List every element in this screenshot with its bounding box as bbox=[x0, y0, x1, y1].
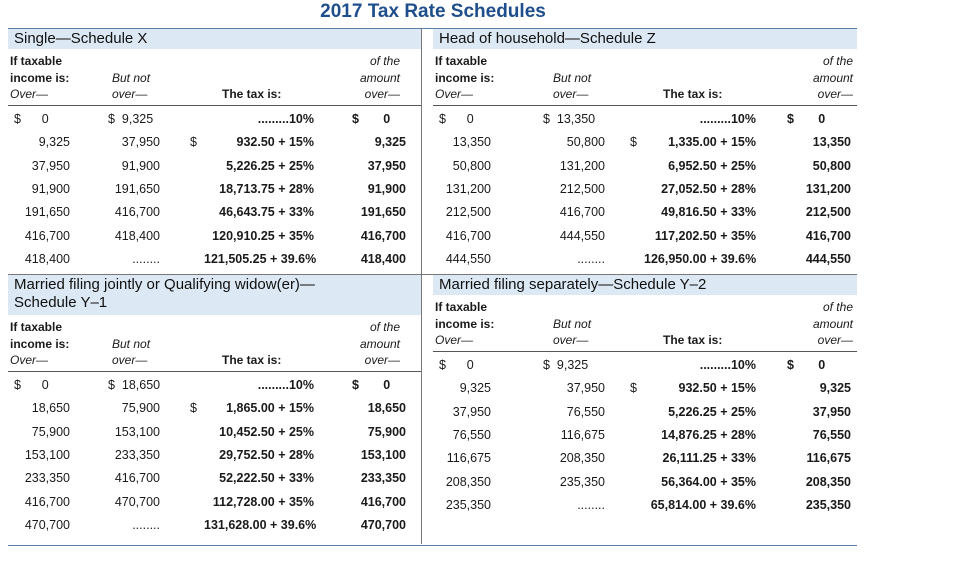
table-cell: 416,700 bbox=[114, 471, 160, 486]
table-cell: 932.50 + 15% bbox=[678, 381, 756, 396]
table-cell: 76,550 bbox=[566, 404, 605, 419]
table-row bbox=[8, 471, 421, 494]
table-cell: 235,350 bbox=[805, 497, 851, 512]
table-cell: 416,700 bbox=[805, 228, 851, 243]
table-row bbox=[433, 112, 857, 135]
header-rule bbox=[8, 371, 421, 372]
col-header-taxable: If taxable bbox=[435, 54, 488, 68]
table-cell: 131,200 bbox=[805, 181, 851, 196]
table-cell: 121,505.25 + 39.6% bbox=[204, 251, 317, 266]
table-row bbox=[8, 182, 421, 205]
schedule-block bbox=[8, 275, 421, 533]
table-row bbox=[433, 229, 857, 252]
table-row bbox=[8, 448, 421, 471]
table-cell: 6,952.50 + 25% bbox=[668, 158, 756, 173]
table-cell: 932.50 + 15% bbox=[236, 135, 314, 150]
table-cell: 37,950 bbox=[566, 381, 605, 396]
table-row bbox=[8, 252, 421, 275]
table-cell: 191,650 bbox=[360, 205, 406, 220]
table-cell: 5,226.25 + 25% bbox=[668, 404, 756, 419]
table-row bbox=[8, 401, 421, 424]
table-cell: 29,752.50 + 28% bbox=[219, 447, 314, 462]
col-header-tax-is: The tax is: bbox=[222, 353, 282, 367]
table-cell: 1,865.00 + 15% bbox=[226, 401, 314, 416]
table-row bbox=[433, 451, 857, 474]
table-cell: 5,226.25 + 25% bbox=[226, 158, 314, 173]
table-cell: 37,950 bbox=[121, 135, 160, 150]
table-cell: $ 0 bbox=[787, 358, 826, 372]
col-header-income: income is: bbox=[10, 71, 70, 85]
table-cell: 235,350 bbox=[559, 474, 605, 489]
table-cell: 208,350 bbox=[445, 474, 491, 489]
col-header-over: Over— bbox=[435, 87, 474, 101]
table-cell: 50,800 bbox=[452, 158, 491, 173]
table-cell: ........ bbox=[577, 251, 605, 266]
schedule-block bbox=[433, 29, 857, 287]
table-cell: 416,700 bbox=[559, 205, 605, 220]
col-header-of-the: of the bbox=[369, 320, 400, 334]
table-cell: ........ bbox=[577, 497, 605, 512]
table-row bbox=[8, 205, 421, 228]
table-cell: 27,052.50 + 28% bbox=[661, 181, 756, 196]
header-rule bbox=[433, 105, 857, 106]
table-cell: .........10% bbox=[699, 112, 756, 126]
col-header-tax-is: The tax is: bbox=[222, 87, 282, 101]
col-header-income: income is: bbox=[435, 71, 495, 85]
header-rule bbox=[8, 105, 421, 106]
table-cell: 37,950 bbox=[812, 404, 851, 419]
table-cell: 208,350 bbox=[559, 451, 605, 466]
table-cell: ........ bbox=[132, 251, 160, 266]
table-cell: 75,900 bbox=[121, 401, 160, 416]
table-cell: $ 0 bbox=[787, 112, 826, 126]
table-row bbox=[433, 252, 857, 275]
table-cell: 131,200 bbox=[559, 158, 605, 173]
col-header-over: Over— bbox=[435, 333, 474, 347]
table-cell: 212,500 bbox=[805, 205, 851, 220]
table-cell: 116,675 bbox=[806, 451, 851, 466]
table-cell: 120,910.25 + 35% bbox=[212, 228, 314, 243]
col-header-taxable: If taxable bbox=[435, 300, 488, 314]
schedule-title bbox=[433, 29, 857, 49]
table-cell: 191,650 bbox=[114, 181, 160, 196]
table-cell: $ 0 bbox=[352, 378, 391, 392]
table-row bbox=[433, 182, 857, 205]
table-cell: 9,325 bbox=[38, 135, 70, 150]
table-cell: 37,950 bbox=[367, 158, 406, 173]
table-cell: 418,400 bbox=[360, 251, 406, 266]
col-header-but-not: But not bbox=[112, 337, 151, 351]
col-header-but-not: But not bbox=[553, 71, 592, 85]
col-header-over-2: over— bbox=[553, 87, 589, 101]
table-cell: 416,700 bbox=[24, 494, 70, 509]
col-header-over-2: over— bbox=[553, 333, 589, 347]
table-row bbox=[8, 425, 421, 448]
col-header-over: Over— bbox=[10, 87, 49, 101]
table-row bbox=[433, 159, 857, 182]
schedule-title-line-2: Schedule Y–1 bbox=[14, 294, 108, 311]
table-cell: 131,200 bbox=[445, 181, 491, 196]
col-header-but-not: But not bbox=[112, 71, 151, 85]
table-cell: $ bbox=[630, 381, 637, 396]
table-cell: 112,728.00 + 35% bbox=[212, 494, 314, 509]
table-cell: 470,700 bbox=[24, 517, 70, 532]
schedule-title-line: Married filing jointly or Qualifying widow(er)— bbox=[14, 276, 315, 293]
col-header-income: income is: bbox=[10, 337, 70, 351]
table-cell: 470,700 bbox=[360, 517, 406, 532]
table-cell: $ 0 bbox=[439, 112, 474, 126]
table-row bbox=[8, 229, 421, 252]
table-row bbox=[8, 159, 421, 182]
table-cell: $ bbox=[190, 135, 197, 150]
table-row bbox=[8, 378, 421, 401]
col-header-over-2: over— bbox=[112, 87, 148, 101]
table-cell: 1,335.00 + 15% bbox=[668, 135, 756, 150]
schedule-title-line: Head of household—Schedule Z bbox=[439, 30, 656, 47]
table-cell: 191,650 bbox=[24, 205, 70, 220]
col-header-tax-is: The tax is: bbox=[663, 87, 723, 101]
table-cell: 9,325 bbox=[819, 381, 851, 396]
table-cell: 444,550 bbox=[805, 251, 851, 266]
table-row bbox=[433, 405, 857, 428]
table-cell: 75,900 bbox=[367, 424, 406, 439]
schedule-block bbox=[8, 29, 421, 287]
schedule-title bbox=[8, 29, 421, 49]
col-header-taxable: If taxable bbox=[10, 54, 63, 68]
table-cell: 9,325 bbox=[459, 381, 491, 396]
table-cell: 9,325 bbox=[374, 135, 406, 150]
table-cell: 416,700 bbox=[114, 205, 160, 220]
table-cell: 10,452.50 + 25% bbox=[219, 424, 314, 439]
table-cell: 153,100 bbox=[360, 447, 406, 462]
col-header-of-the: of the bbox=[822, 54, 853, 68]
col-header-over-3: over— bbox=[364, 87, 400, 101]
table-cell: 91,900 bbox=[121, 158, 160, 173]
table-cell: $ bbox=[630, 135, 637, 150]
table-cell: 233,350 bbox=[114, 447, 160, 462]
schedule-block bbox=[433, 275, 857, 533]
table-cell: 56,364.00 + 35% bbox=[661, 474, 756, 489]
table-cell: 233,350 bbox=[360, 471, 406, 486]
table-cell: $ 18,650 bbox=[108, 378, 161, 392]
table-row bbox=[8, 518, 421, 541]
table-cell: 444,550 bbox=[445, 251, 491, 266]
schedule-title bbox=[8, 275, 421, 315]
table-cell: 116,675 bbox=[446, 451, 491, 466]
table-cell: 126,950.00 + 39.6% bbox=[644, 251, 757, 266]
col-header-of-the: of the bbox=[369, 54, 400, 68]
table-cell: 153,100 bbox=[24, 447, 70, 462]
table-cell: $ 13,350 bbox=[543, 112, 596, 126]
table-cell: 212,500 bbox=[559, 181, 605, 196]
table-cell: .........10% bbox=[257, 378, 314, 392]
table-cell: 76,550 bbox=[452, 427, 491, 442]
table-cell: 50,800 bbox=[566, 135, 605, 150]
table-cell: 416,700 bbox=[360, 494, 406, 509]
col-header-over: Over— bbox=[10, 353, 49, 367]
table-cell: 46,643.75 + 33% bbox=[219, 205, 314, 220]
schedule-title-line: Married filing separately—Schedule Y–2 bbox=[439, 276, 707, 293]
table-cell: 416,700 bbox=[445, 228, 491, 243]
table-row bbox=[433, 381, 857, 404]
table-cell: .........10% bbox=[257, 112, 314, 126]
header-rule bbox=[433, 351, 857, 352]
table-row bbox=[8, 112, 421, 135]
schedule-title bbox=[433, 275, 857, 295]
table-cell: 14,876.25 + 28% bbox=[661, 427, 756, 442]
table-cell: 18,650 bbox=[367, 401, 406, 416]
table-row bbox=[433, 475, 857, 498]
table-cell: $ 9,325 bbox=[108, 112, 154, 126]
table-cell: 117,202.50 + 35% bbox=[654, 228, 756, 243]
table-cell: .........10% bbox=[699, 358, 756, 372]
col-header-amount: amount bbox=[359, 71, 400, 85]
table-cell: 13,350 bbox=[452, 135, 491, 150]
table-row bbox=[433, 135, 857, 158]
col-header-over-3: over— bbox=[817, 333, 853, 347]
table-cell: 75,900 bbox=[31, 424, 70, 439]
table-cell: 91,900 bbox=[367, 181, 406, 196]
col-header-of-the: of the bbox=[822, 300, 853, 314]
table-row bbox=[433, 205, 857, 228]
table-row bbox=[8, 495, 421, 518]
table-cell: 208,350 bbox=[805, 474, 851, 489]
col-header-tax-is: The tax is: bbox=[663, 333, 723, 347]
col-header-amount: amount bbox=[812, 71, 853, 85]
table-cell: 18,650 bbox=[31, 401, 70, 416]
table-cell: 37,950 bbox=[31, 158, 70, 173]
table-cell: 470,700 bbox=[114, 494, 160, 509]
table-cell: $ 9,325 bbox=[543, 358, 589, 372]
table-cell: $ bbox=[190, 401, 197, 416]
table-cell: 76,550 bbox=[812, 427, 851, 442]
table-cell: 49,816.50 + 33% bbox=[661, 205, 756, 220]
col-header-over-3: over— bbox=[817, 87, 853, 101]
table-cell: 233,350 bbox=[24, 471, 70, 486]
schedule-title-line: Single—Schedule X bbox=[14, 30, 148, 47]
table-cell: 91,900 bbox=[31, 181, 70, 196]
table-cell: 131,628.00 + 39.6% bbox=[204, 517, 317, 532]
table-cell: $ 0 bbox=[352, 112, 391, 126]
table-cell: 235,350 bbox=[445, 497, 491, 512]
table-cell: 416,700 bbox=[360, 228, 406, 243]
col-header-amount: amount bbox=[812, 317, 853, 331]
table-row bbox=[8, 135, 421, 158]
table-row bbox=[433, 358, 857, 381]
table-row bbox=[433, 428, 857, 451]
page-title: 2017 Tax Rate Schedules bbox=[320, 1, 546, 22]
table-cell: 116,675 bbox=[560, 427, 605, 442]
vertical-divider bbox=[421, 28, 422, 544]
table-cell: $ 0 bbox=[439, 358, 474, 372]
table-cell: 37,950 bbox=[452, 404, 491, 419]
table-cell: 13,350 bbox=[812, 135, 851, 150]
col-header-income: income is: bbox=[435, 317, 495, 331]
table-cell: ........ bbox=[132, 517, 160, 532]
col-header-but-not: But not bbox=[553, 317, 592, 331]
table-cell: 26,111.25 + 33% bbox=[662, 451, 756, 466]
table-row bbox=[433, 498, 857, 521]
table-cell: 18,713.75 + 28% bbox=[219, 181, 314, 196]
col-header-over-2: over— bbox=[112, 353, 148, 367]
table-cell: 212,500 bbox=[445, 205, 491, 220]
col-header-taxable: If taxable bbox=[10, 320, 63, 334]
table-cell: 52,222.50 + 33% bbox=[219, 471, 314, 486]
table-cell: 416,700 bbox=[24, 228, 70, 243]
table-cell: 65,814.00 + 39.6% bbox=[650, 497, 756, 512]
table-cell: 153,100 bbox=[114, 424, 160, 439]
table-cell: $ 0 bbox=[14, 112, 49, 126]
table-cell: 418,400 bbox=[24, 251, 70, 266]
table-cell: 418,400 bbox=[114, 228, 160, 243]
col-header-over-3: over— bbox=[364, 353, 400, 367]
table-cell: 50,800 bbox=[812, 158, 851, 173]
table-cell: $ 0 bbox=[14, 378, 49, 392]
table-cell: 444,550 bbox=[559, 228, 605, 243]
col-header-amount: amount bbox=[359, 337, 400, 351]
